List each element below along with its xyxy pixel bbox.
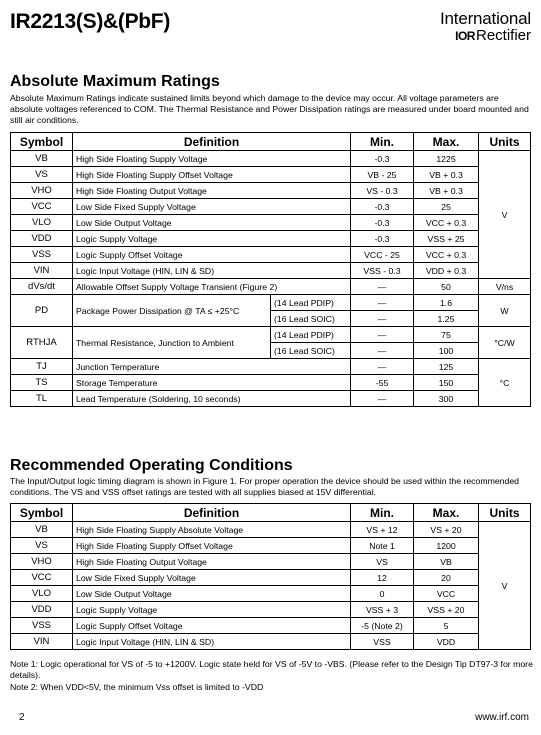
table-row [11, 586, 531, 602]
header-min: Min. [351, 133, 414, 151]
symbol-cell: VIN [11, 263, 73, 279]
table-row [11, 391, 531, 407]
definition-cell: Junction Temperature [73, 359, 351, 375]
logo-line1: International [440, 9, 531, 28]
table-row [11, 554, 531, 570]
definition-cell: Lead Temperature (Soldering, 10 seconds) [73, 391, 351, 407]
header-definition: Definition [73, 504, 351, 522]
table-row [11, 295, 531, 311]
website-url: www.irf.com [475, 712, 529, 723]
header-units: Units [479, 133, 531, 151]
symbol-cell: PD [11, 295, 73, 327]
min-cell: -55 [351, 375, 414, 391]
symbol-cell: TL [11, 391, 73, 407]
min-cell: -0.3 [351, 215, 414, 231]
max-cell: VCC [414, 586, 479, 602]
symbol-cell: VIN [11, 634, 73, 650]
definition-cell: Logic Input Voltage (HIN, LIN & SD) [73, 634, 351, 650]
symbol-cell: TS [11, 375, 73, 391]
table-row [11, 602, 531, 618]
symbol-cell: VHO [11, 183, 73, 199]
definition-cell: Low Side Fixed Supply Voltage [73, 199, 351, 215]
document-title: IR2213(S)&(PbF) [10, 10, 171, 33]
max-cell: VDD + 0.3 [414, 263, 479, 279]
max-cell: VB [414, 554, 479, 570]
min-cell: VSS [351, 634, 414, 650]
definition-cell: High Side Floating Supply Offset Voltage [73, 538, 351, 554]
max-cell: VCC + 0.3 [414, 247, 479, 263]
table-row [11, 215, 531, 231]
unit-cell: V/ns [479, 279, 531, 295]
symbol-cell: VS [11, 167, 73, 183]
min-cell: VCC - 25 [351, 247, 414, 263]
package-cell: (16 Lead SOIC) [271, 311, 351, 327]
table-row [11, 167, 531, 183]
max-cell: 150 [414, 375, 479, 391]
table-row [11, 151, 531, 167]
definition-cell: Logic Supply Voltage [73, 231, 351, 247]
symbol-cell: VLO [11, 215, 73, 231]
min-cell: -0.3 [351, 199, 414, 215]
definition-cell: Low Side Output Voltage [73, 215, 351, 231]
header-definition: Definition [73, 133, 351, 151]
logo-line2: Rectifier [475, 27, 531, 44]
header-max: Max. [414, 504, 479, 522]
max-cell: 125 [414, 359, 479, 375]
max-cell: 75 [414, 327, 479, 343]
table-row [11, 375, 531, 391]
definition-cell: Thermal Resistance, Junction to Ambient [73, 327, 271, 359]
max-cell: VSS + 20 [414, 602, 479, 618]
table-row [11, 570, 531, 586]
max-cell: 1225 [414, 151, 479, 167]
header-min: Min. [351, 504, 414, 522]
definition-cell: Package Power Dissipation @ TA ≤ +25°C [73, 295, 271, 327]
max-cell: 300 [414, 391, 479, 407]
symbol-cell: RTHJA [11, 327, 73, 359]
min-cell: VS [351, 554, 414, 570]
max-cell: 25 [414, 199, 479, 215]
table-row [11, 359, 531, 375]
definition-cell: Logic Supply Voltage [73, 602, 351, 618]
min-cell: 12 [351, 570, 414, 586]
table-row [11, 279, 531, 295]
max-cell: VB + 0.3 [414, 183, 479, 199]
definition-cell: High Side Floating Output Voltage [73, 183, 351, 199]
max-cell: 1200 [414, 538, 479, 554]
page-number: 2 [19, 712, 25, 723]
rec-op-title: Recommended Operating Conditions [10, 457, 293, 474]
table-row [11, 247, 531, 263]
min-cell: — [351, 359, 414, 375]
unit-cell: V [479, 522, 531, 650]
unit-cell: °C [479, 359, 531, 407]
min-cell: Note 1 [351, 538, 414, 554]
symbol-cell: VSS [11, 247, 73, 263]
min-cell: — [351, 327, 414, 343]
definition-cell: Low Side Output Voltage [73, 586, 351, 602]
definition-cell: High Side Floating Output Voltage [73, 554, 351, 570]
min-cell: VS + 12 [351, 522, 414, 538]
definition-cell: Logic Supply Offset Voltage [73, 247, 351, 263]
note-1: Note 1: Logic operational for VS of -5 to +1200V. Logic state held for VS of -5V to -VBS. (Please refer to the Design Tip DT97-3 for more details). [10, 659, 533, 680]
package-cell: (14 Lead PDIP) [271, 295, 351, 311]
definition-cell: Storage Temperature [73, 375, 351, 391]
table-row [11, 634, 531, 650]
min-cell: — [351, 295, 414, 311]
max-cell: VB + 0.3 [414, 167, 479, 183]
table-row [11, 618, 531, 634]
symbol-cell: VB [11, 151, 73, 167]
min-cell: — [351, 343, 414, 359]
table-row [11, 183, 531, 199]
definition-cell: High Side Floating Supply Voltage [73, 151, 351, 167]
min-cell: — [351, 391, 414, 407]
company-logo [440, 10, 531, 44]
unit-cell: °C/W [479, 327, 531, 359]
min-cell: — [351, 279, 414, 295]
rec-op-table [10, 503, 531, 650]
abs-max-table [10, 132, 531, 407]
max-cell: VSS + 25 [414, 231, 479, 247]
max-cell: VCC + 0.3 [414, 215, 479, 231]
min-cell: -0.3 [351, 151, 414, 167]
table-row [11, 538, 531, 554]
note-2: Note 2: When VDD<5V, the minimum Vss offset is limited to -VDD [10, 682, 264, 692]
definition-cell: High Side Floating Supply Absolute Voltage [73, 522, 351, 538]
symbol-cell: VHO [11, 554, 73, 570]
header-units: Units [479, 504, 531, 522]
definition-cell: Logic Supply Offset Voltage [73, 618, 351, 634]
symbol-cell: VS [11, 538, 73, 554]
table-row [11, 263, 531, 279]
header-max: Max. [414, 133, 479, 151]
package-cell: (14 Lead PDIP) [271, 327, 351, 343]
definition-cell: High Side Floating Supply Offset Voltage [73, 167, 351, 183]
symbol-cell: VCC [11, 199, 73, 215]
table-row [11, 522, 531, 538]
table-row [11, 327, 531, 343]
symbol-cell: TJ [11, 359, 73, 375]
rec-op-description: The Input/Output logic timing diagram is shown in Figure 1. For proper operation the device should be used within the recommended conditions. The VS and VSS offset ratings are tested with all supplies biased at 15V differential. [10, 476, 519, 497]
max-cell: 100 [414, 343, 479, 359]
symbol-cell: VCC [11, 570, 73, 586]
min-cell: VSS - 0.3 [351, 263, 414, 279]
symbol-cell: VSS [11, 618, 73, 634]
min-cell: VB - 25 [351, 167, 414, 183]
header-symbol: Symbol [11, 504, 73, 522]
header-symbol: Symbol [11, 133, 73, 151]
package-cell: (16 Lead SOIC) [271, 343, 351, 359]
symbol-cell: VB [11, 522, 73, 538]
max-cell: 1.25 [414, 311, 479, 327]
max-cell: VDD [414, 634, 479, 650]
symbol-cell: dVs/dt [11, 279, 73, 295]
table-row [11, 231, 531, 247]
min-cell: 0 [351, 586, 414, 602]
max-cell: 20 [414, 570, 479, 586]
symbol-cell: VDD [11, 231, 73, 247]
table-row [11, 199, 531, 215]
abs-max-description: Absolute Maximum Ratings indicate sustained limits beyond which damage to the device may occur. All voltage parameters are absolute voltages referenced to COM. The Thermal Resistance and Power Dissipation ratings are measured under board mounted and still air conditions. [10, 93, 529, 125]
max-cell: VS + 20 [414, 522, 479, 538]
min-cell: -0.3 [351, 231, 414, 247]
min-cell: -5 (Note 2) [351, 618, 414, 634]
definition-cell: Low Side Fixed Supply Voltage [73, 570, 351, 586]
unit-cell: W [479, 295, 531, 327]
min-cell: — [351, 311, 414, 327]
symbol-cell: VDD [11, 602, 73, 618]
max-cell: 5 [414, 618, 479, 634]
definition-cell: Logic Input Voltage (HIN, LIN & SD) [73, 263, 351, 279]
symbol-cell: VLO [11, 586, 73, 602]
max-cell: 50 [414, 279, 479, 295]
definition-cell: Allowable Offset Supply Voltage Transient (Figure 2) [73, 279, 351, 295]
unit-cell: V [479, 151, 531, 279]
logo-ior-mark: IOR [455, 29, 475, 43]
max-cell: 1.6 [414, 295, 479, 311]
min-cell: VS - 0.3 [351, 183, 414, 199]
min-cell: VSS + 3 [351, 602, 414, 618]
abs-max-title: Absolute Maximum Ratings [10, 73, 220, 90]
